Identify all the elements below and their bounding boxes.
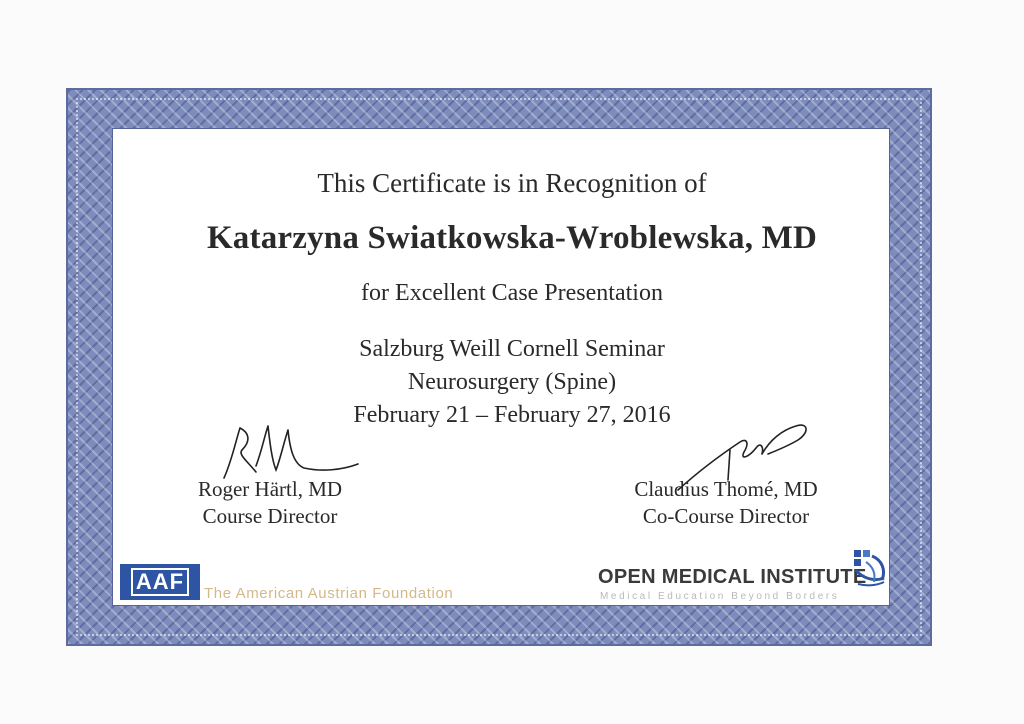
recipient-name: Katarzyna Swiatkowska-Wroblewska, MD [206, 220, 818, 256]
omi-tagline: Medical Education Beyond Borders [600, 591, 840, 602]
aaf-logo-mark: AAF [131, 568, 189, 596]
seminar-specialty: Neurosurgery (Spine) [407, 369, 617, 395]
seminar-dates: February 21 – February 27, 2016 [353, 402, 671, 428]
globe-icon [852, 548, 888, 588]
signatory-right-name: Claudius Thomé, MD [634, 477, 818, 501]
recognition-heading: This Certificate is in Recognition of [317, 168, 707, 198]
seminar-details [0, 333, 1024, 432]
aaf-name: The American Austrian Foundation [204, 585, 454, 602]
signatory-right-role: Co-Course Director [642, 504, 810, 528]
signatory-right [606, 476, 846, 530]
signatory-left-role: Course Director [202, 504, 338, 528]
award-reason: for Excellent Case Presentation [361, 280, 663, 306]
signatory-left-name: Roger Härtl, MD [197, 477, 343, 501]
seminar-title: Salzburg Weill Cornell Seminar [359, 336, 665, 362]
signatory-left [160, 476, 380, 530]
aaf-logo [120, 564, 200, 600]
omi-name: OPEN MEDICAL INSTITUTE [598, 566, 867, 588]
